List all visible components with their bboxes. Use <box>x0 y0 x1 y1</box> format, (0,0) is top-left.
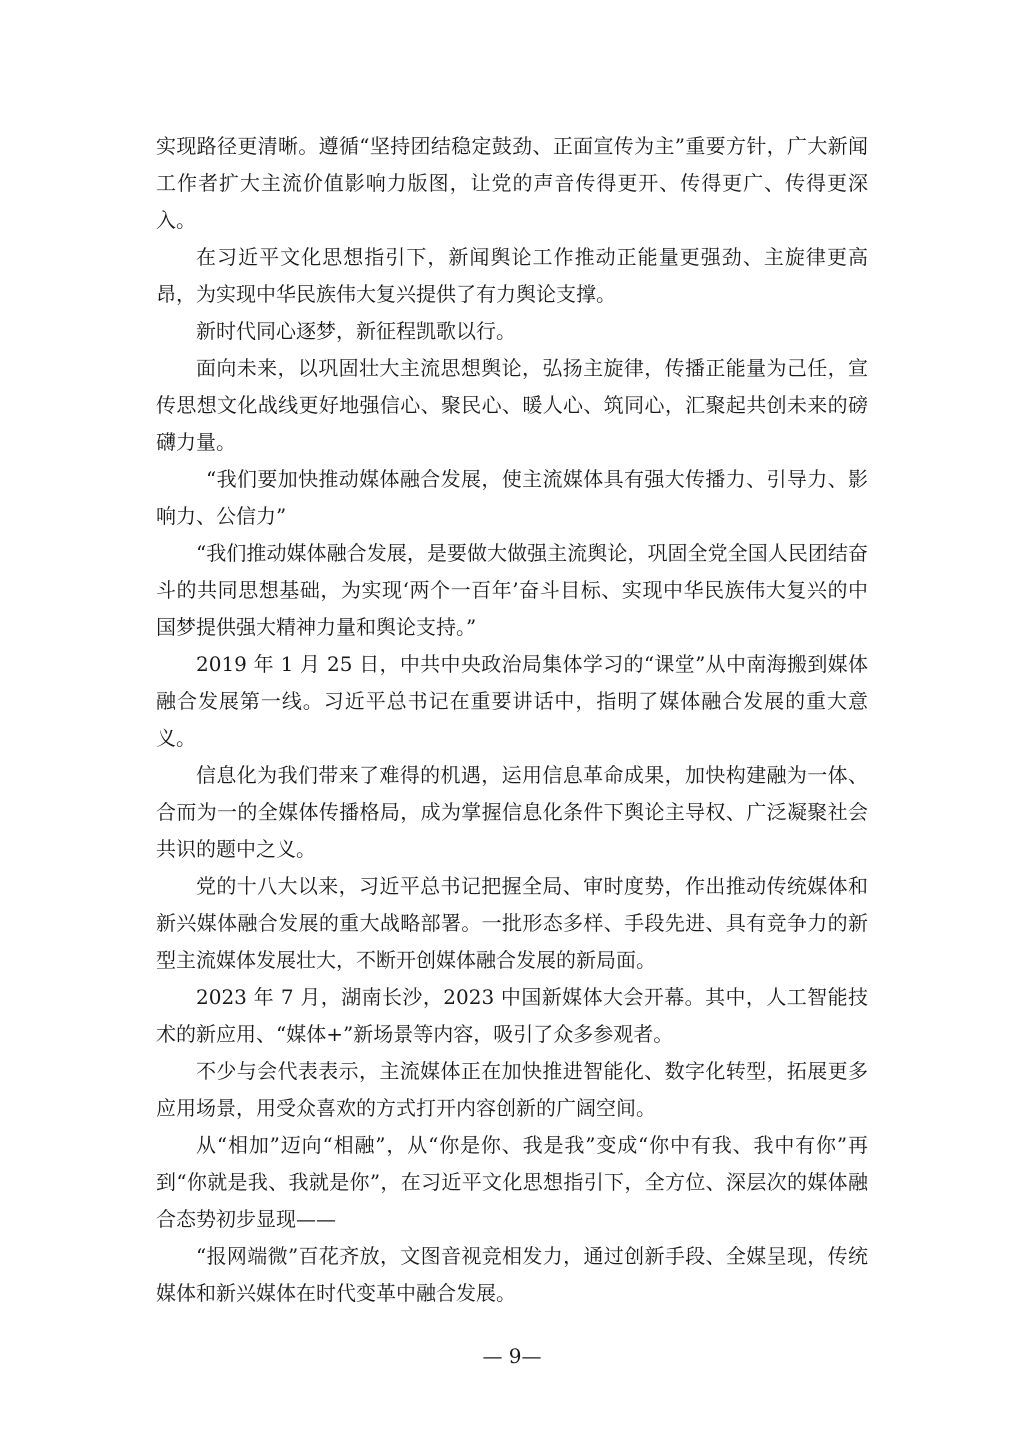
paragraph-1: 实现路径更清晰。遵循“坚持团结稳定鼓劲、正面宣传为主”重要方针，广大新闻工作者扩大主流价值影响力版图，让党的声音传得更开、传得更广、传得更深入。 <box>156 134 868 232</box>
paragraph-9: 党的十八大以来，习近平总书记把握全局、审时度势，作出推动传统媒体和新兴媒体融合发展的重大战略部署。一批形态多样、手段先进、具有竞争力的新型主流媒体发展壮大，不断开创媒体融合发展的新局面。 <box>156 874 868 972</box>
paragraph-11: 不少与会代表表示，主流媒体正在加快推进智能化、数字化转型，拓展更多应用场景，用受众喜欢的方式打开内容创新的广阔空间。 <box>156 1059 868 1120</box>
document-body <box>156 128 868 1312</box>
paragraph-6: “我们推动媒体融合发展，是要做大做强主流舆论，巩固全党全国人民团结奋斗的共同思想基础，为实现‘两个一百年’奋斗目标、实现中华民族伟大复兴的中国梦提供强大精神力量和舆论支持。” <box>156 541 868 639</box>
paragraph-7: 2019 年 1 月 25 日，中共中央政治局集体学习的“课堂”从中南海搬到媒体融合发展第一线。习近平总书记在重要讲话中，指明了媒体融合发展的重大意义。 <box>156 652 868 750</box>
paragraph-13: “报网端微”百花齐放，文图音视竞相发力，通过创新手段、全媒呈现，传统媒体和新兴媒体在时代变革中融合发展。 <box>156 1244 868 1305</box>
paragraph-12: 从“相加”迈向“相融”，从“你是你、我是我”变成“你中有我、我中有你”再到“你就是我、我就是你”，在习近平文化思想指引下，全方位、深层次的媒体融合态势初步显现—— <box>156 1133 868 1231</box>
page-number: — 9— <box>482 1344 542 1368</box>
paragraph-4: 面向未来，以巩固壮大主流思想舆论，弘扬主旋律，传播正能量为己任，宣传思想文化战线更好地强信心、聚民心、暖人心、筑同心，汇聚起共创未来的磅礴力量。 <box>156 356 868 454</box>
paragraph-5: “我们要加快推动媒体融合发展，使主流媒体具有强大传播力、引导力、影响力、公信力” <box>156 467 868 528</box>
paragraph-8: 信息化为我们带来了难得的机遇，运用信息革命成果，加快构建融为一体、合而为一的全媒体传播格局，成为掌握信息化条件下舆论主导权、广泛凝聚社会共识的题中之义。 <box>156 763 868 861</box>
paragraph-2: 在习近平文化思想指引下，新闻舆论工作推动正能量更强劲、主旋律更高昂，为实现中华民族伟大复兴提供了有力舆论支撑。 <box>156 245 868 306</box>
paragraph-10: 2023 年 7 月，湖南长沙，2023 中国新媒体大会开幕。其中，人工智能技术的新应用、“媒体+”新场景等内容，吸引了众多参观者。 <box>156 985 868 1046</box>
paragraph-3: 新时代同心逐梦，新征程凯歌以行。 <box>196 319 516 343</box>
